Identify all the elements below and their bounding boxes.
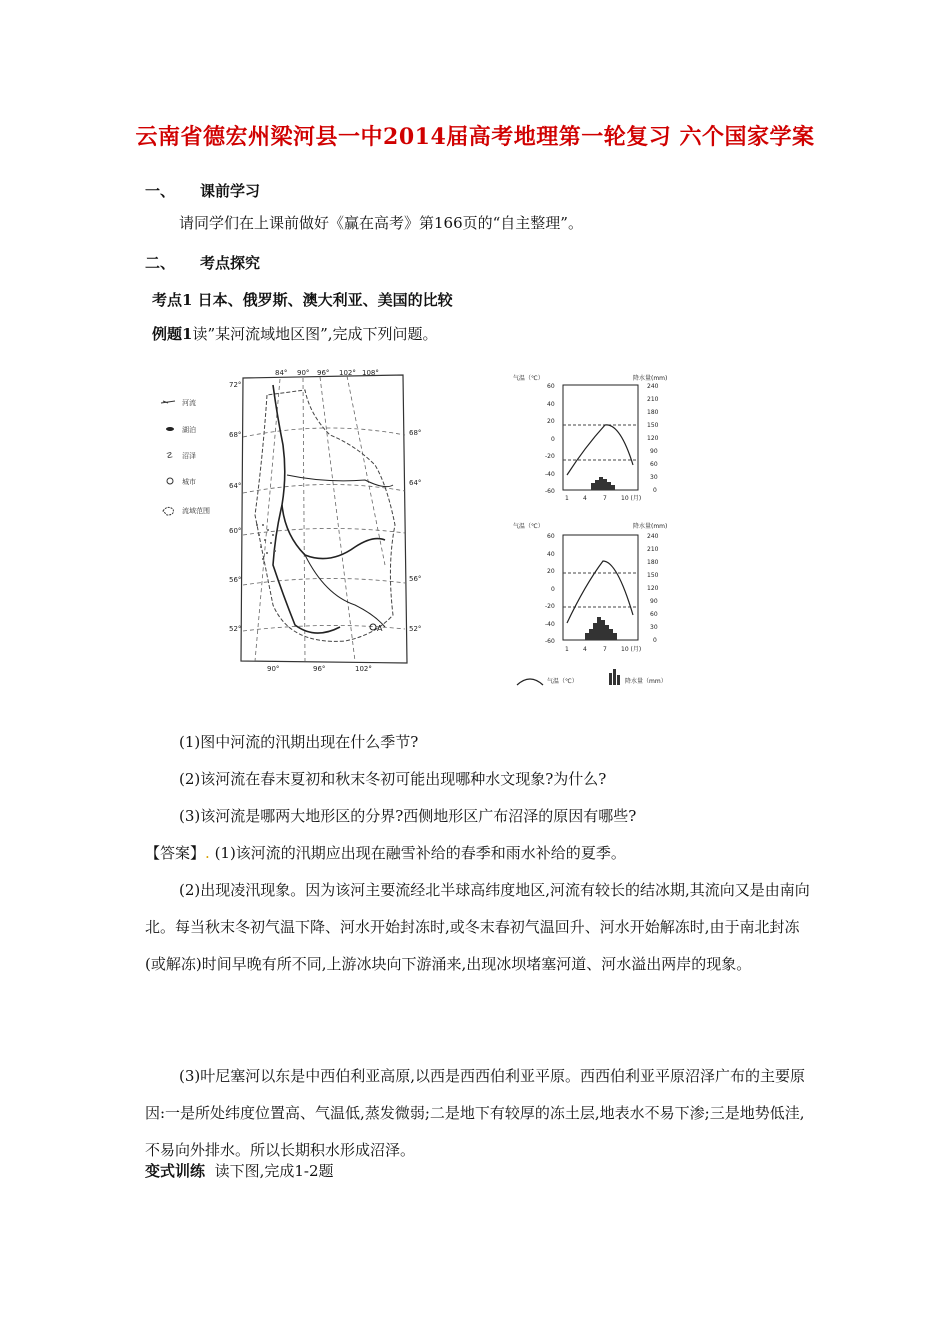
temp-legend-label: 气温（℃） (547, 678, 578, 685)
lon-top-108: 108° (362, 369, 379, 377)
lon-top-84: 84° (275, 369, 288, 377)
svg-text:90: 90 (650, 598, 658, 605)
bottom-month-ticks (565, 645, 641, 653)
top-precip-ticks (647, 383, 659, 494)
lat-right-56: 56° (409, 575, 422, 583)
basin-icon (163, 507, 173, 515)
svg-text:30: 30 (650, 474, 658, 481)
section2-title: 考点探究 (200, 254, 261, 272)
question-1: (1)图中河流的汛期出现在什么季节? (179, 733, 419, 751)
top-temp-curve (567, 425, 633, 475)
example-label: 例题1 (152, 325, 193, 343)
top-right-axis-title: 降水量(mm) (633, 375, 668, 382)
answer-mark: . (205, 844, 215, 862)
svg-text:-60: -60 (545, 638, 555, 645)
lat-left-52: 52° (229, 625, 242, 633)
kaodian-heading: 考点1 日本、俄罗斯、澳大利亚、美国的比较 (152, 291, 453, 309)
svg-text:60: 60 (650, 611, 658, 618)
lon-bottom-102: 102° (355, 665, 372, 673)
svg-text:210: 210 (647, 396, 659, 403)
question-3: (3)该河流是哪两大地形区的分界?西侧地形区广布沼泽的原因有哪些? (179, 807, 637, 825)
page-title: 云南省德宏州梁河县一中2014届高考地理第一轮复习 六个国家学案 (135, 124, 815, 150)
svg-text:0: 0 (551, 436, 555, 443)
lon-bottom-96: 96° (313, 665, 326, 673)
lat-right-64: 64° (409, 479, 422, 487)
practice-line (145, 1163, 334, 1179)
legend-river: 河流 (182, 399, 196, 407)
example-text: 读”某河流域地区图”,完成下列问题。 (192, 325, 438, 343)
question-2: (2)该河流在春末夏初和秋末冬初可能出现哪种水文现象?为什么? (179, 770, 607, 788)
legend-lake: 湖泊 (182, 426, 196, 434)
bottom-temp-ticks (545, 533, 555, 645)
svg-text:0: 0 (653, 637, 657, 644)
bottom-precip-bars (585, 617, 617, 640)
svg-text:40: 40 (547, 551, 555, 558)
top-left-axis-title: 气温（℃） (513, 375, 544, 382)
practice-label: 变式训练 (145, 1162, 206, 1180)
svg-text:7: 7 (603, 495, 607, 502)
svg-text:180: 180 (647, 409, 659, 416)
city-a-label: A (377, 624, 383, 633)
svg-text:40: 40 (547, 401, 555, 408)
lat-left-56: 56° (229, 576, 242, 584)
map-coordinates (229, 369, 421, 673)
swamp-icon: ☡ (166, 451, 174, 460)
lat-right-68: 68° (409, 429, 422, 437)
lat-left-68: 68° (229, 431, 242, 439)
svg-text:60: 60 (650, 461, 658, 468)
top-precip-bars (591, 477, 615, 490)
svg-text:150: 150 (647, 572, 659, 579)
section2-number: 二、 (145, 254, 176, 272)
svg-text:60: 60 (547, 533, 555, 540)
bottom-right-axis-title: 降水量(mm) (633, 523, 668, 530)
legend-swamp: 沼泽 (182, 452, 196, 460)
answer-label: 【答案】 (145, 844, 206, 862)
city-icon (167, 478, 173, 484)
svg-text:20: 20 (547, 568, 555, 575)
example-line (152, 326, 438, 342)
map (161, 369, 421, 673)
svg-text:90: 90 (650, 448, 658, 455)
answer-line-1 (145, 845, 626, 861)
svg-text:180: 180 (647, 559, 659, 566)
section1-text: 请同学们在上课前做好《赢在高考》第166页的“自主整理”。 (179, 214, 583, 232)
legend-basin: 流域范围 (182, 507, 210, 515)
lat-left-60: 60° (229, 527, 242, 535)
lake-icon (166, 427, 174, 431)
bottom-precip-ticks (647, 533, 659, 644)
top-month-ticks (565, 494, 641, 502)
svg-text:30: 30 (650, 624, 658, 631)
legend-city: 城市 (182, 478, 196, 486)
svg-text:1: 1 (565, 646, 569, 653)
swamp-area (256, 524, 276, 560)
answer-2: (2)出现凌汛现象。因为该河主要流经北半球高纬度地区,河流有较长的结冰期,其流向又是由南向北。每当秋末冬初气温下降、河水开始封冻时,或冬末春初气温回升、河水开始解冻时,由于南北封冻(或解冻)时间早晚有所不同,上游冰块向下游涌来,出现冰坝堵塞河道、河水溢出两岸的现象。 (145, 881, 810, 973)
svg-text:60: 60 (547, 383, 555, 390)
map-legend (161, 398, 210, 515)
climate-legend (517, 669, 667, 685)
bottom-temp-curve (567, 561, 633, 623)
svg-text:240: 240 (647, 533, 659, 540)
svg-text:120: 120 (647, 435, 659, 442)
svg-text:1: 1 (565, 495, 569, 502)
top-temp-ticks (545, 383, 555, 495)
svg-text:7: 7 (603, 646, 607, 653)
svg-text:-60: -60 (545, 488, 555, 495)
climate-chart-top (513, 374, 667, 502)
river-lines (273, 385, 393, 633)
lat-left-72: 72° (229, 381, 242, 389)
svg-text:4: 4 (583, 646, 587, 653)
svg-text:120: 120 (647, 585, 659, 592)
section1-number: 一、 (145, 182, 176, 200)
svg-text:-40: -40 (545, 471, 555, 478)
svg-text:4: 4 (583, 495, 587, 502)
precip-legend-label: 降水量（mm） (625, 678, 667, 685)
lat-left-64: 64° (229, 482, 242, 490)
svg-text:-40: -40 (545, 621, 555, 628)
temp-legend-icon (517, 679, 543, 685)
answer-3: (3)叶尼塞河以东是中西伯利亚高原,以西是西西伯利亚平原。西西伯利亚平原沼泽广布的主要原因:一是所处纬度位置高、气温低,蒸发微弱;二是地下有较厚的冻土层,地表水不易下渗;三是地势低洼,不易向外排水。所以长期积水形成沼泽。 (145, 1067, 806, 1159)
city-a-marker (370, 624, 376, 630)
figure-svg (155, 365, 715, 695)
map-frame (241, 375, 407, 663)
figure-area (155, 365, 715, 695)
svg-text:10 (月): 10 (月) (621, 495, 642, 502)
lon-bottom-90: 90° (267, 665, 280, 673)
svg-text:210: 210 (647, 546, 659, 553)
practice-text: 读下图,完成1-2题 (214, 1162, 334, 1180)
svg-text:150: 150 (647, 422, 659, 429)
section1-title: 课前学习 (200, 182, 261, 200)
climate-chart-bottom (513, 522, 667, 653)
river-icon (161, 401, 175, 403)
svg-text:10 (月): 10 (月) (621, 646, 642, 653)
svg-text:-20: -20 (545, 603, 555, 610)
map-graticule (243, 376, 405, 661)
lat-right-52: 52° (409, 625, 422, 633)
svg-text:240: 240 (647, 383, 659, 390)
lon-top-90: 90° (297, 369, 310, 377)
top-plot-frame (563, 385, 638, 490)
svg-text:0: 0 (551, 586, 555, 593)
lon-top-102: 102° (339, 369, 356, 377)
bottom-left-axis-title: 气温（℃） (513, 523, 544, 530)
svg-text:20: 20 (547, 418, 555, 425)
svg-text:0: 0 (653, 487, 657, 494)
answer-1: (1)该河流的汛期应出现在融雪补给的春季和雨水补给的夏季。 (214, 844, 626, 862)
lon-top-96: 96° (317, 369, 330, 377)
svg-text:-20: -20 (545, 453, 555, 460)
basin-boundary (255, 390, 395, 641)
precip-legend-icon (609, 669, 620, 685)
